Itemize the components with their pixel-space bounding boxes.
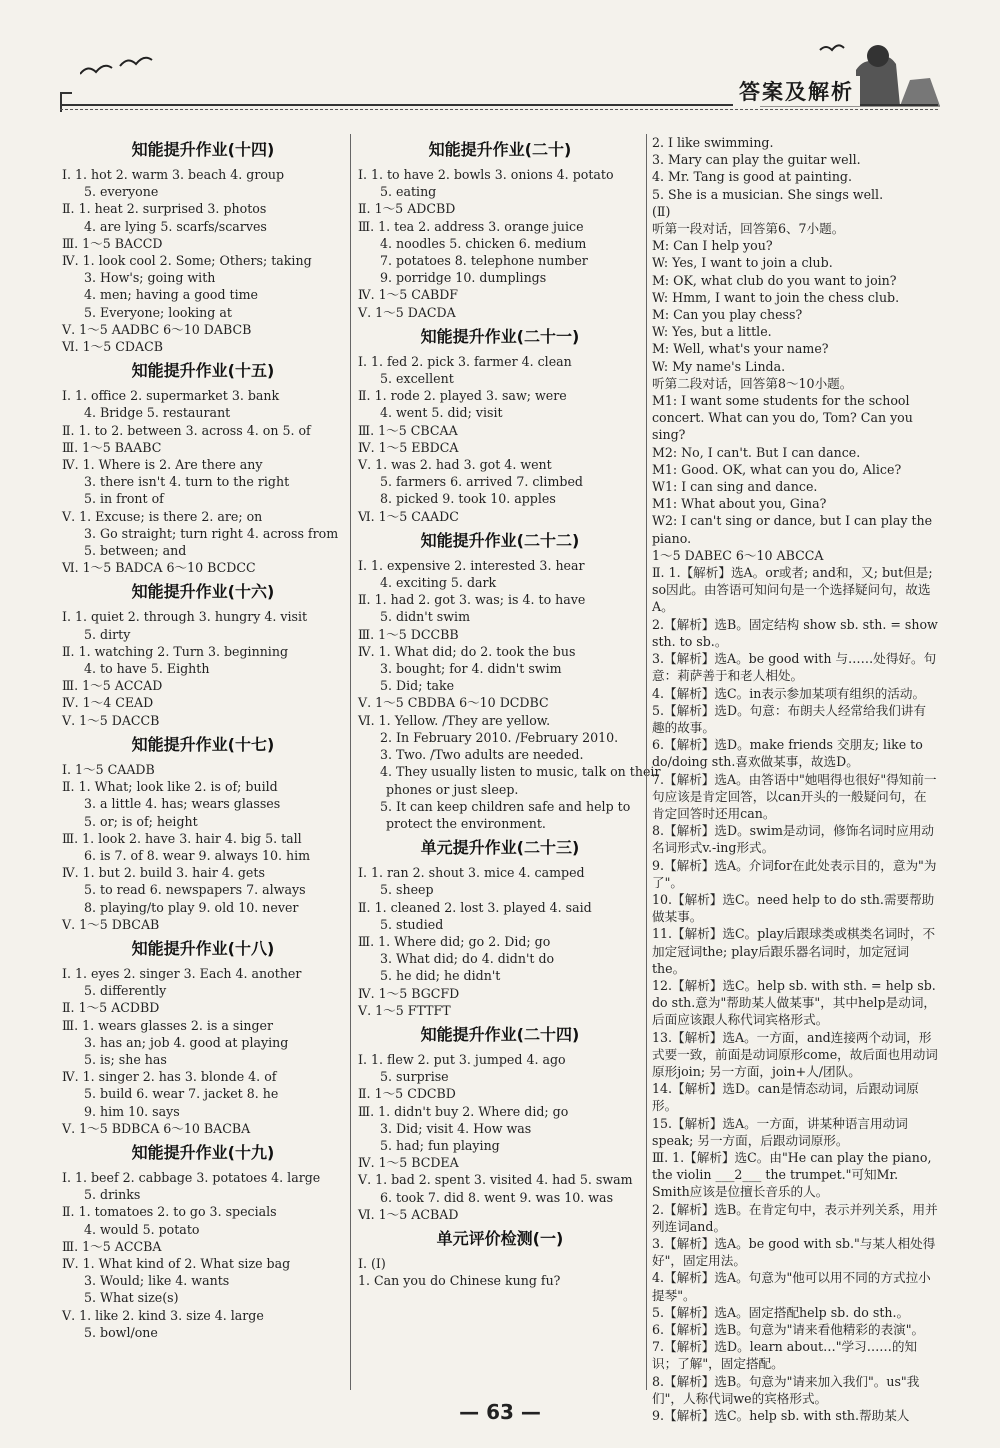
- column-divider-1: [350, 134, 351, 1390]
- answer-line: Ⅰ. 1～5 CAADB: [62, 761, 155, 777]
- answer-line: 8.【解析】选D。swim是动词，修饰名词时应用动名词形式v.-ing形式。: [652, 823, 935, 856]
- answer-line: Ⅴ. 1～5 AADBC 6～10 DABCB: [62, 321, 252, 337]
- answer-line: Ⅵ. 1～5 BADCA 6～10 BCDCC: [62, 560, 256, 576]
- answer-line: W1: I can sing and dance.: [652, 479, 818, 495]
- section-heading: 知能提升作业(二十二): [420, 530, 580, 550]
- answer-line: Ⅲ. 1～5 BAABC: [62, 439, 162, 455]
- answer-line: Ⅲ. 1. tea 2. address 3. orange juice: [358, 218, 584, 234]
- answer-line: 2. I like swimming.: [652, 135, 774, 150]
- answer-line: 5. What size(s): [84, 1290, 179, 1306]
- answer-line: Ⅴ. 1～5 FTTFT: [358, 1002, 451, 1018]
- answer-line: 4.【解析】选C。in表示参加某项有组织的活动。: [652, 685, 926, 701]
- answer-line: Ⅴ. 1～5 CBDBA 6～10 DCDBC: [358, 695, 549, 711]
- answer-line: 5. to read 6. newspapers 7. always: [84, 882, 306, 898]
- answer-line: W: Hmm, I want to join the chess club.: [652, 289, 900, 305]
- answer-line: Ⅵ. 1～5 ACBAD: [358, 1206, 459, 1222]
- section-heading: 知能提升作业(十九): [131, 1142, 275, 1162]
- answer-line: Ⅳ. 1～5 EBDCA: [358, 439, 459, 455]
- answer-line: 5. didn't swim: [380, 609, 471, 625]
- answer-line: 9. him 10. says: [84, 1103, 180, 1119]
- answer-line: 8. playing/to play 9. old 10. never: [84, 899, 299, 915]
- answer-line: 5. sheep: [380, 882, 434, 898]
- answer-line: (Ⅱ): [652, 203, 671, 219]
- answer-line: Ⅰ. 1. office 2. supermarket 3. bank: [62, 388, 280, 404]
- answer-line: 5. Did; take: [380, 678, 455, 694]
- answer-line: 14.【解析】选D。can是情态动词，后跟动词原形。: [652, 1081, 919, 1114]
- answer-line: 3. bought; for 4. didn't swim: [380, 661, 562, 677]
- answer-line: Ⅱ. 1. to 2. between 3. across 4. on 5. of: [62, 422, 311, 438]
- answer-line: Ⅴ. 1～5 DACDA: [358, 304, 456, 320]
- column-right: [652, 134, 938, 1424]
- answer-line: 5.【解析】选A。固定搭配help sb. do sth.。: [652, 1304, 910, 1320]
- answer-line: 3. has an; job 4. good at playing: [84, 1034, 289, 1050]
- answer-line: Ⅳ. 1. What did; do 2. took the bus: [358, 643, 576, 659]
- answer-line: Ⅳ. 1. What kind of 2. What size bag: [62, 1255, 291, 1271]
- answer-line: M1: What about you, Gina?: [652, 496, 827, 512]
- answer-line: 7.【解析】选A。由答语中"她唱得也很好"得知前一句应该是肯定回答，以can开头的一般疑问句，在肯定回答时还用can。: [652, 771, 937, 821]
- answer-line: Ⅳ. 1～5 CABDF: [358, 287, 459, 303]
- answer-line: 4. to have 5. Eighth: [84, 661, 210, 677]
- answer-line: Ⅱ. 1. cleaned 2. lost 3. played 4. said: [358, 899, 592, 915]
- answer-line: Ⅰ. 1. to have 2. bowls 3. onions 4. potato: [358, 167, 614, 182]
- answer-line: 3.【解析】选A。be good with 与……处得好。句意：莉萨善于和老人相处。: [652, 651, 937, 684]
- answer-line: 5.【解析】选D。句意：布朗夫人经常给我们讲有趣的故事。: [652, 702, 926, 735]
- answer-line: 5. bowl/one: [84, 1324, 158, 1340]
- answer-line: Ⅲ. 1～5 ACCBA: [62, 1238, 162, 1254]
- answer-line: Ⅳ. 1. singer 2. has 3. blonde 4. of: [62, 1069, 277, 1085]
- answer-line: 5. everyone: [84, 184, 159, 200]
- answer-line: 4. went 5. did; visit: [380, 405, 503, 421]
- answer-line: M: Can you play chess?: [652, 307, 803, 323]
- answer-line: Ⅱ. 1.【解析】选A。or或者; and和，又; but但是; so因此。由答语可知问句是一个选择疑问句，故选A。: [652, 565, 933, 615]
- page-header: [60, 78, 938, 112]
- answer-line: 3. Go straight; turn right 4. across from: [84, 525, 339, 541]
- answer-line: 13.【解析】选A。一方面，and连接两个动词，形式要一致，前面是动词原形come，故后面也用动词原形join; 另一方面，join+人/团队。: [652, 1029, 938, 1079]
- answer-line: Ⅲ. 1～5 ACCAD: [62, 678, 163, 694]
- answer-line: 5. is; she has: [84, 1051, 167, 1067]
- section-heading: 知能提升作业(二十四): [420, 1024, 580, 1044]
- answer-line: 3. there isn't 4. turn to the right: [84, 474, 290, 490]
- answer-line: 3. How's; going with: [84, 270, 216, 286]
- page-number: — 63 —: [459, 1400, 541, 1424]
- column-middle: [358, 134, 661, 1289]
- answer-line: 8.【解析】选B。句意为"请来加入我们"。us"我们"，人称代词we的宾格形式。: [652, 1373, 920, 1406]
- answer-line: 5. She is a musician. She sings well.: [652, 186, 884, 202]
- answer-line: M: OK, what club do you want to join?: [652, 272, 897, 288]
- answer-line: 5. Everyone; looking at: [84, 304, 232, 320]
- answer-line: 4. Mr. Tang is good at painting.: [652, 169, 852, 185]
- answer-line: 6. took 7. did 8. went 9. was 10. was: [380, 1189, 614, 1205]
- answer-line: protect the environment.: [386, 815, 546, 831]
- answer-line: Ⅱ. 1. What; look like 2. is of; build: [62, 779, 278, 795]
- answer-line: Ⅳ. 1. but 2. build 3. hair 4. gets: [62, 865, 265, 881]
- answer-line: Ⅲ. 1. look 2. have 3. hair 4. big 5. tall: [62, 830, 302, 846]
- answer-line: W: Yes, I want to join a club.: [652, 255, 833, 271]
- answer-line: Ⅱ. 1～5 CDCBD: [358, 1086, 456, 1102]
- answer-line: Ⅲ. 1～5 DCCBB: [358, 626, 459, 642]
- answer-line: 4. are lying 5. scarfs/scarves: [84, 218, 267, 234]
- answer-line: 10.【解析】选C。need help to do sth.需要帮助做某事。: [652, 891, 935, 925]
- answer-line: M1: I want some students for the school concert. What can you do, Tom? Can you sing?: [652, 393, 913, 443]
- answer-line: Ⅱ. 1～5 ADCBD: [358, 201, 456, 217]
- answer-line: Ⅱ. 1. rode 2. played 3. saw; were: [358, 388, 567, 404]
- section-heading: 知能提升作业(十八): [131, 938, 275, 958]
- answer-line: Ⅲ. 1. Where did; go 2. Did; go: [358, 933, 551, 949]
- answer-line: 1. Can you do Chinese kung fu?: [358, 1273, 561, 1289]
- answer-line: Ⅴ. 1～5 BDBCA 6～10 BACBA: [62, 1120, 251, 1136]
- answer-line: Ⅰ. 1. flew 2. put 3. jumped 4. ago: [358, 1051, 566, 1067]
- answer-line: 5. had; fun playing: [380, 1137, 500, 1153]
- answer-line: 9.【解析】选A。介词for在此处表示目的，意为"为了"。: [652, 857, 937, 890]
- answer-line: 5. in front of: [84, 491, 164, 507]
- answer-line: Ⅱ. 1. had 2. got 3. was; is 4. to have: [358, 592, 586, 608]
- answer-line: Ⅱ. 1. heat 2. surprised 3. photos: [62, 201, 267, 217]
- answer-line: 3. What did; do 4. didn't do: [380, 951, 555, 967]
- answer-line: 6. is 7. of 8. wear 9. always 10. him: [84, 847, 311, 863]
- answer-line: 4. Bridge 5. restaurant: [84, 405, 231, 421]
- answer-line: 9.【解析】选C。help sb. with sth.帮助某人: [652, 1408, 910, 1424]
- answer-line: 9. porridge 10. dumplings: [380, 270, 547, 286]
- answer-line: 5. between; and: [84, 543, 187, 559]
- answer-line: Ⅴ. 1～5 DBCAB: [62, 916, 160, 932]
- column-divider-2: [646, 134, 647, 1390]
- answer-line: Ⅳ. 1～5 BCDEA: [358, 1155, 459, 1171]
- answer-line: Ⅰ. (Ⅰ): [358, 1255, 386, 1271]
- answer-line: 7. potatoes 8. telephone number: [380, 253, 588, 269]
- answer-line: 6.【解析】选D。make friends 交朋友; like to do/doing sth.喜欢做某事，故选D。: [652, 737, 923, 770]
- answer-line: 4. noodles 5. chicken 6. medium: [380, 235, 587, 251]
- answer-line: 5. drinks: [84, 1187, 141, 1203]
- answer-line: 15.【解析】选A。一方面，讲某种语言用动词speak; 另一方面，后跟动词原形。: [652, 1115, 908, 1148]
- answer-line: M: Well, what's your name?: [652, 341, 829, 357]
- answer-line: Ⅵ. 1～5 CAADC: [358, 508, 459, 524]
- answer-line: 3. Mary can play the guitar well.: [652, 152, 861, 168]
- header-dashed-rule: [60, 109, 938, 110]
- answer-line: Ⅵ. 1. Yellow. /They are yellow.: [358, 712, 551, 728]
- answer-line: Ⅳ. 1～5 BGCFD: [358, 985, 460, 1001]
- answer-line: Ⅳ. 1～4 CEAD: [62, 695, 154, 711]
- answer-line: Ⅳ. 1. look cool 2. Some; Others; taking: [62, 253, 312, 269]
- answer-line: 5. he did; he didn't: [380, 968, 501, 984]
- answer-line: Ⅴ. 1. like 2. kind 3. size 4. large: [62, 1307, 264, 1323]
- answer-line: 1～5 DABEC 6～10 ABCCA: [652, 547, 824, 563]
- answer-line: W2: I can't sing or dance, but I can play the piano.: [652, 513, 933, 546]
- answer-line: 4. would 5. potato: [84, 1221, 200, 1237]
- section-heading: 知能提升作业(十七): [131, 734, 275, 754]
- answer-line: 6.【解析】选B。句意为"请来看他精彩的表演"。: [652, 1322, 925, 1338]
- answer-line: Ⅲ. 1～5 BACCD: [62, 235, 163, 251]
- answer-line: 5. studied: [380, 916, 444, 932]
- answer-line: 5. farmers 6. arrived 7. climbed: [380, 474, 583, 490]
- answer-line: 3.【解析】选A。be good with sb."与某人相处得好"，固定用法。: [652, 1236, 936, 1269]
- answer-line: 5. excellent: [380, 371, 454, 387]
- answer-line: 4. They usually listen to music, talk on their: [380, 764, 661, 780]
- section-heading: 知能提升作业(十五): [131, 361, 275, 381]
- answer-line: 4.【解析】选A。句意为"他可以用不同的方式拉小提琴"。: [652, 1270, 931, 1303]
- answer-line: Ⅱ. 1. tomatoes 2. to go 3. specials: [62, 1204, 277, 1220]
- answer-line: 5. It can keep children safe and help to: [380, 798, 631, 814]
- answer-line: 3. a little 4. has; wears glasses: [84, 796, 281, 812]
- answer-line: Ⅴ. 1. was 2. had 3. got 4. went: [358, 457, 552, 473]
- answer-line: Ⅲ. 1. didn't buy 2. Where did; go: [358, 1103, 569, 1119]
- answer-line: phones or just sleep.: [386, 781, 519, 797]
- answer-line: Ⅰ. 1. hot 2. warm 3. beach 4. group: [62, 167, 285, 182]
- header-title: 答案及解析: [733, 76, 860, 106]
- answer-line: 2.【解析】选B。在肯定句中，表示并列关系，用并列连词and。: [652, 1201, 938, 1234]
- section-heading: 知能提升作业(二十): [428, 140, 572, 159]
- answer-line: Ⅰ. 1. ran 2. shout 3. mice 4. camped: [358, 865, 585, 881]
- section-heading: 单元提升作业(二十三): [420, 838, 580, 858]
- answer-line: 5. dirty: [84, 626, 131, 642]
- answer-line: 2.【解析】选B。固定结构 show sb. sth. = show sth. to sb.。: [652, 616, 938, 649]
- answer-line: M2: No, I can't. But I can dance.: [652, 444, 861, 460]
- answer-line: M: Can I help you?: [652, 238, 773, 254]
- answer-line: Ⅴ. 1～5 DACCB: [62, 712, 160, 728]
- section-heading: 知能提升作业(十四): [131, 140, 275, 159]
- answer-line: 8. picked 9. took 10. apples: [380, 491, 556, 507]
- answer-line: 7.【解析】选D。learn about…"学习……的知识；了解"，固定搭配。: [652, 1339, 918, 1372]
- answer-line: Ⅲ. 1. wears glasses 2. is a singer: [62, 1017, 274, 1033]
- answer-line: 4. men; having a good time: [84, 287, 258, 303]
- answer-line: Ⅰ. 1. eyes 2. singer 3. Each 4. another: [62, 965, 302, 981]
- answer-line: 3. Two. /Two adults are needed.: [380, 747, 584, 763]
- answer-line: 5. differently: [84, 983, 167, 999]
- answer-line: W: Yes, but a little.: [652, 324, 772, 340]
- answer-line: Ⅰ. 1. fed 2. pick 3. farmer 4. clean: [358, 353, 572, 369]
- answer-line: 5. surprise: [380, 1069, 449, 1085]
- answer-line: Ⅱ. 1～5 ACDBD: [62, 1000, 160, 1016]
- answer-line: Ⅱ. 1. watching 2. Turn 3. beginning: [62, 643, 289, 659]
- section-heading: 知能提升作业(十六): [131, 582, 275, 602]
- section-heading: 知能提升作业(二十一): [420, 326, 580, 346]
- answer-line: M1: Good. OK, what can you do, Alice?: [652, 461, 902, 477]
- column-left: [62, 134, 344, 1341]
- answer-line: 3. Would; like 4. wants: [84, 1273, 230, 1289]
- answer-line: Ⅰ. 1. quiet 2. through 3. hungry 4. visit: [62, 609, 308, 625]
- answer-line: 2. In February 2010. /February 2010.: [380, 729, 619, 745]
- answer-line: Ⅰ. 1. beef 2. cabbage 3. potatoes 4. large: [62, 1169, 321, 1185]
- answer-line: Ⅲ. 1.【解析】选C。由"He can play the piano, the violin ___2___ the trumpet."可知Mr. Smith应该是位擅长音乐的人。: [652, 1149, 932, 1200]
- answer-line: 4. exciting 5. dark: [380, 575, 497, 591]
- answer-line: 5. build 6. wear 7. jacket 8. he: [84, 1086, 279, 1102]
- answer-line: 12.【解析】选C。help sb. with sth. = help sb. do sth.意为"帮助某人做某事"，其中help是动词，后面应该跟人称代词宾格形式。: [652, 977, 937, 1028]
- answer-line: 5. or; is of; height: [84, 813, 198, 829]
- answer-line: 听第二段对话，回答第8～10小题。: [652, 375, 853, 391]
- answer-line: Ⅲ. 1～5 CBCAA: [358, 422, 458, 438]
- answer-line: 听第一段对话，回答第6、7小题。: [652, 221, 845, 237]
- section-heading: 单元评价检测(一): [436, 1228, 564, 1248]
- answer-line: 11.【解析】选C。play后跟球类或棋类名词时，不加定冠词the; play后跟乐器名词时，加定冠词the。: [652, 926, 936, 976]
- answer-line: 3. Did; visit 4. How was: [380, 1120, 532, 1136]
- answer-line: W: My name's Linda.: [652, 358, 786, 374]
- answer-line: Ⅳ. 1. Where is 2. Are there any: [62, 457, 263, 473]
- answer-line: 5. eating: [380, 184, 437, 200]
- answer-line: Ⅵ. 1～5 CDACB: [62, 339, 164, 355]
- answer-line: Ⅴ. 1. bad 2. spent 3. visited 4. had 5. swam: [358, 1172, 633, 1188]
- answer-line: Ⅰ. 1. expensive 2. interested 3. hear: [358, 557, 585, 573]
- answer-line: Ⅴ. 1. Excuse; is there 2. are; on: [62, 508, 263, 524]
